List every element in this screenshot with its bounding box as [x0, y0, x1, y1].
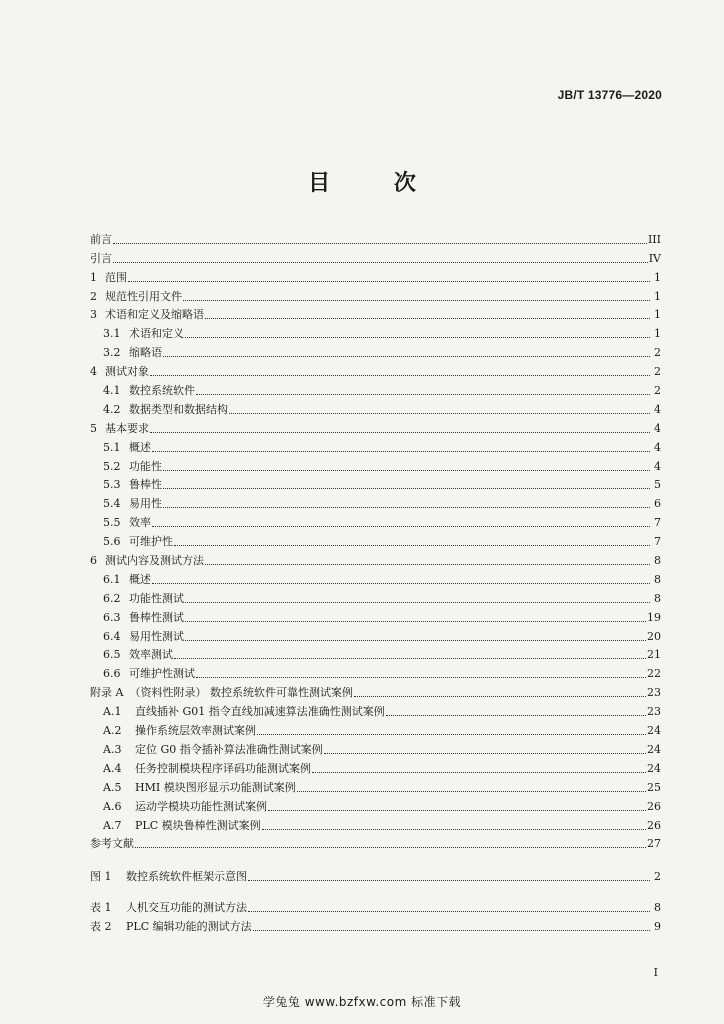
entry-page-number: 8 [654, 901, 661, 915]
page-number: I [653, 966, 658, 979]
table-list-entry[interactable] [90, 915, 661, 934]
dot-leader [174, 657, 646, 659]
entry-title: HMI 模块图形显示功能测试案例 [135, 780, 296, 794]
entry-number: 3 [90, 308, 97, 322]
entry-number: 2 [90, 289, 97, 303]
entry-page-number: 4 [654, 459, 661, 473]
entry-number: 6.3 [103, 610, 121, 624]
entry-title: 术语和定义及缩略语 [105, 308, 204, 322]
entry-title: 数控系统软件框架示意图 [126, 870, 247, 884]
toc-entry[interactable] [90, 587, 661, 606]
toc-entry[interactable] [90, 285, 661, 304]
toc-entry[interactable] [90, 530, 661, 549]
entry-page-number: 4 [654, 402, 661, 416]
dot-leader [150, 431, 650, 433]
entry-page-number: 19 [647, 610, 661, 624]
dot-leader [248, 879, 650, 881]
entry-number: 6 [90, 554, 97, 568]
toc-entry[interactable] [90, 549, 661, 568]
dot-leader [163, 487, 650, 489]
entry-title: （资料性附录） 数控系统软件可靠性测试案例 [129, 686, 353, 700]
entry-page-number: 26 [647, 818, 661, 832]
dot-leader [229, 412, 650, 414]
entry-page-number: 1 [654, 327, 661, 341]
dot-leader [113, 242, 647, 244]
entry-number: 附录 A [90, 686, 124, 700]
entry-title: 定位 G0 指令插补算法准确性测试案例 [135, 742, 323, 756]
toc-entry[interactable] [90, 606, 661, 625]
entry-title: 效率测试 [129, 648, 173, 662]
entry-number: 5.6 [103, 535, 121, 549]
entry-page-number: 21 [647, 648, 661, 662]
entry-page-number: IV [648, 251, 661, 265]
dot-leader [152, 525, 650, 527]
toc-entry[interactable] [90, 511, 661, 530]
entry-number: 1 [90, 270, 97, 284]
standard-number: JB/T 13776—2020 [557, 88, 662, 102]
entry-number: 4.2 [103, 402, 121, 416]
toc-entry[interactable] [90, 833, 661, 852]
entry-title: 参考文献 [90, 837, 134, 851]
entry-page-number: 24 [647, 742, 661, 756]
entry-title: 功能性 [129, 459, 162, 473]
entry-title: PLC 模块鲁棒性测试案例 [135, 818, 261, 832]
entry-title: 前言 [90, 232, 112, 246]
dot-leader [183, 299, 650, 301]
entry-title: 术语和定义 [129, 327, 184, 341]
dot-leader [150, 374, 650, 376]
toc-appendix-subentry[interactable] [90, 795, 661, 814]
entry-page-number: 1 [654, 289, 661, 303]
entry-page-number: 4 [654, 440, 661, 454]
entry-page-number: 9 [654, 920, 661, 934]
toc-entry[interactable] [90, 304, 661, 323]
dot-leader [262, 828, 646, 830]
entry-title: 鲁棒性 [129, 478, 162, 492]
toc-appendix-subentry[interactable] [90, 719, 661, 738]
entry-title: 数控系统软件 [129, 384, 195, 398]
entry-page-number: 6 [654, 497, 661, 511]
entry-title: 可维护性测试 [129, 667, 195, 681]
dot-leader [324, 752, 646, 754]
entry-number: 5.1 [103, 440, 121, 454]
dot-leader [312, 771, 646, 773]
entry-title: 基本要求 [105, 421, 149, 435]
dot-leader [163, 506, 650, 508]
toc-entry[interactable] [90, 247, 661, 266]
dot-leader [128, 280, 650, 282]
toc-entry[interactable] [90, 436, 661, 455]
entry-title: 易用性 [129, 497, 162, 511]
entry-page-number: 23 [647, 705, 661, 719]
entry-page-number: 4 [654, 421, 661, 435]
dot-leader [163, 355, 650, 357]
toc-appendix-subentry[interactable] [90, 814, 661, 833]
entry-title: 人机交互功能的测试方法 [126, 901, 247, 915]
section-spacer [90, 884, 661, 896]
entry-number: 6.6 [103, 667, 121, 681]
dot-leader [297, 790, 646, 792]
toc-entry[interactable] [90, 625, 661, 644]
entry-title: 概述 [129, 572, 151, 586]
entry-page-number: 2 [654, 870, 661, 884]
entry-number: 6.5 [103, 648, 121, 662]
toc-entry[interactable] [90, 662, 661, 681]
dot-leader [113, 261, 648, 263]
dot-leader [196, 676, 646, 678]
dot-leader [354, 695, 646, 697]
entry-title: PLC 编辑功能的测试方法 [126, 920, 252, 934]
entry-number: 表 1 [90, 901, 112, 915]
entry-number: 5.2 [103, 459, 121, 473]
entry-number: 6.4 [103, 629, 121, 643]
toc-entry[interactable] [90, 266, 661, 285]
dot-leader [257, 733, 646, 735]
entry-page-number: 7 [654, 535, 661, 549]
figure-list-entry[interactable] [90, 865, 661, 884]
entry-number: 图 1 [90, 870, 112, 884]
entry-title: 直线插补 G01 指令直线加减速算法准确性测试案例 [135, 705, 385, 719]
entry-number: 4.1 [103, 384, 121, 398]
entry-title: 效率 [129, 516, 151, 530]
entry-page-number: 27 [647, 837, 661, 851]
entry-title: 可维护性 [129, 535, 173, 549]
toc-appendix-entry[interactable] [90, 681, 661, 700]
entry-title: 易用性测试 [129, 629, 184, 643]
toc-entry[interactable] [90, 228, 661, 247]
entry-number: 4 [90, 365, 97, 379]
entry-page-number: 2 [654, 346, 661, 360]
entry-number: 3.2 [103, 346, 121, 360]
dot-leader [135, 846, 646, 848]
entry-title: 数据类型和数据结构 [129, 402, 228, 416]
entry-number: A.3 [103, 742, 122, 756]
dot-leader [185, 639, 646, 641]
entry-number: A.7 [103, 818, 122, 832]
entry-page-number: 23 [647, 686, 661, 700]
entry-number: A.6 [103, 799, 122, 813]
toc-entry[interactable] [90, 398, 661, 417]
entry-title: 功能性测试 [129, 591, 184, 605]
entry-number: A.1 [103, 705, 122, 719]
entry-page-number: 1 [654, 270, 661, 284]
entry-page-number: 2 [654, 365, 661, 379]
entry-number: 6.1 [103, 572, 121, 586]
table-list-entry[interactable] [90, 896, 661, 915]
dot-leader [185, 601, 650, 603]
entry-title: 测试对象 [105, 365, 149, 379]
entry-page-number: 25 [647, 780, 661, 794]
section-spacer [90, 851, 661, 865]
toc-entry[interactable] [90, 474, 661, 493]
dot-leader [196, 393, 650, 395]
dot-leader [205, 317, 650, 319]
entry-page-number: 8 [654, 572, 661, 586]
entry-page-number: 8 [654, 554, 661, 568]
dot-leader [185, 620, 646, 622]
toc-entry[interactable] [90, 360, 661, 379]
toc-entry[interactable] [90, 341, 661, 360]
watermark-footer: 学兔兔 www.bzfxw.com 标准下载 [262, 995, 462, 1009]
toc-appendix-subentry[interactable] [90, 700, 661, 719]
entry-page-number: 1 [654, 308, 661, 322]
dot-leader [205, 563, 650, 565]
dot-leader [185, 336, 650, 338]
entry-number: A.2 [103, 724, 122, 738]
entry-title: 引言 [90, 251, 112, 265]
toc-entry[interactable] [90, 455, 661, 474]
entry-page-number: 20 [647, 629, 661, 643]
toc-entry[interactable] [90, 644, 661, 663]
entry-page-number: 7 [654, 516, 661, 530]
entry-title: 范围 [105, 270, 127, 284]
entry-page-number: 22 [647, 667, 661, 681]
entry-title: 运动学模块功能性测试案例 [135, 799, 267, 813]
entry-page-number: 24 [647, 761, 661, 775]
entry-number: A.4 [103, 761, 122, 775]
entry-title: 鲁棒性测试 [129, 610, 184, 624]
dot-leader [152, 450, 650, 452]
dot-leader [152, 582, 650, 584]
toc-entry[interactable] [90, 417, 661, 436]
entry-page-number: 26 [647, 799, 661, 813]
toc-appendix-subentry[interactable] [90, 776, 661, 795]
entry-page-number: 5 [654, 478, 661, 492]
entry-number: 3.1 [103, 327, 121, 341]
dot-leader [163, 469, 650, 471]
toc-entry[interactable] [90, 492, 661, 511]
dot-leader [268, 809, 646, 811]
entry-number: 6.2 [103, 591, 121, 605]
dot-leader [174, 544, 650, 546]
entry-number: 5 [90, 421, 97, 435]
entry-number: A.5 [103, 780, 122, 794]
page-title: 目 次 [308, 170, 444, 196]
entry-title: 任务控制模块程序译码功能测试案例 [135, 761, 311, 775]
entry-number: 5.4 [103, 497, 121, 511]
entry-title: 概述 [129, 440, 151, 454]
entry-page-number: III [647, 232, 661, 246]
toc-entry[interactable] [90, 322, 661, 341]
entry-title: 操作系统层效率测试案例 [135, 724, 256, 738]
entry-title: 测试内容及测试方法 [105, 554, 204, 568]
entry-number: 5.3 [103, 478, 121, 492]
dot-leader [253, 929, 650, 931]
entry-title: 缩略语 [129, 346, 162, 360]
entry-page-number: 8 [654, 591, 661, 605]
entry-number: 5.5 [103, 516, 121, 530]
entry-title: 规范性引用文件 [105, 289, 182, 303]
toc-appendix-subentry[interactable] [90, 757, 661, 776]
entry-number: 表 2 [90, 920, 112, 934]
toc-entry[interactable] [90, 568, 661, 587]
table-of-contents [90, 228, 661, 934]
entry-page-number: 2 [654, 384, 661, 398]
toc-appendix-subentry[interactable] [90, 738, 661, 757]
dot-leader [386, 714, 646, 716]
toc-entry[interactable] [90, 379, 661, 398]
dot-leader [248, 910, 650, 912]
entry-page-number: 24 [647, 724, 661, 738]
